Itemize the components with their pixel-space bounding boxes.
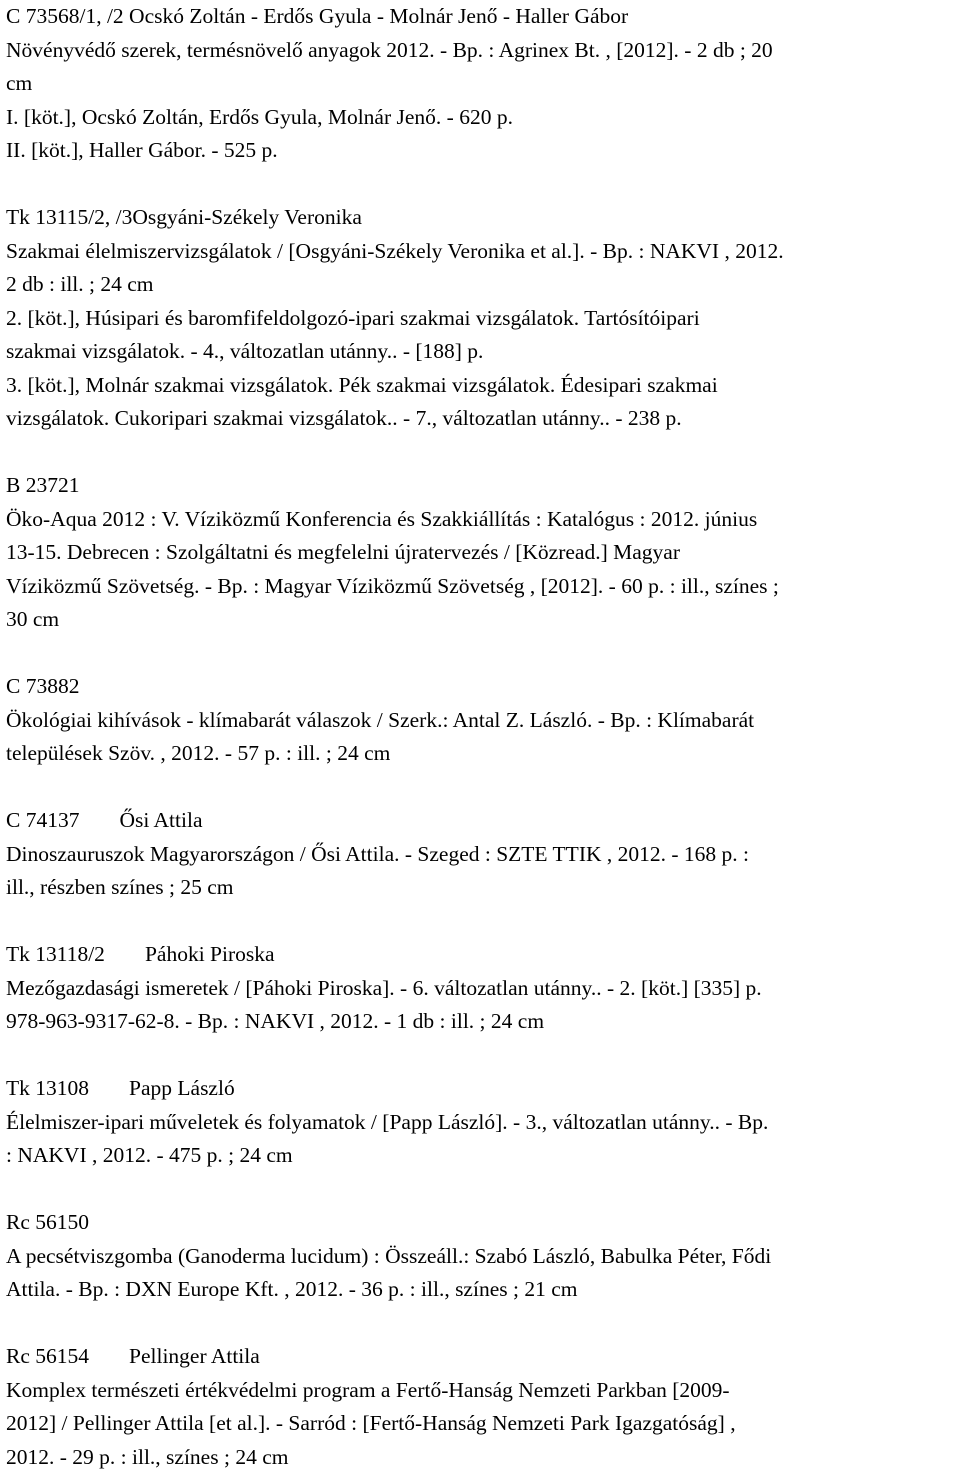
entry-text-line: A pecsétviszgomba (Ganoderma lucidum) : Összeáll.: Szabó László, Babulka Péter, Fődi — [6, 1240, 956, 1274]
call-number: C 74137 — [6, 804, 79, 838]
entry-header — [6, 1072, 956, 1106]
entry-text-line: Öko-Aqua 2012 : V. Víziközmű Konferencia és Szakkiállítás : Katalógus : 2012. június — [6, 503, 956, 537]
entry-divider — [6, 1039, 956, 1073]
entry-text-line: Növényvédő szerek, termésnövelő anyagok 2012. - Bp. : Agrinex Bt. , [2012]. - 2 db ; 20 — [6, 34, 956, 68]
entry-text-line: 2. [köt.], Húsipari és baromfifeldolgozó-ipari szakmai vizsgálatok. Tartósítóipari — [6, 302, 956, 336]
entry-divider — [6, 168, 956, 202]
catalog-entry — [6, 804, 956, 905]
entry-text-line: Mezőgazdasági ismeretek / [Páhoki Piroska]. - 6. változatlan utánny.. - 2. [köt.] [335] p. — [6, 972, 956, 1006]
entry-text-line: Élelmiszer-ipari műveletek és folyamatok / [Papp László]. - 3., változatlan utánny.. - Bp. — [6, 1106, 956, 1140]
catalog-page — [6, 0, 956, 1474]
catalog-entry — [6, 469, 956, 637]
entry-divider — [6, 905, 956, 939]
entry-text-line: : NAKVI , 2012. - 475 p. ; 24 cm — [6, 1139, 956, 1173]
entry-header: C 73568/1, /2 Ocskó Zoltán - Erdős Gyula - Molnár Jenő - Haller Gábor — [6, 0, 956, 34]
entry-text-line: ill., részben színes ; 25 cm — [6, 871, 956, 905]
catalog-entry — [6, 1340, 956, 1474]
call-number: Tk 13108 — [6, 1072, 89, 1106]
catalog-entry — [6, 670, 956, 771]
catalog-entry — [6, 201, 956, 436]
entry-text-line: 30 cm — [6, 603, 956, 637]
entry-text-line: 13-15. Debrecen : Szolgáltatni és megfelelni újratervezés / [Közread.] Magyar — [6, 536, 956, 570]
entry-divider — [6, 637, 956, 671]
author-name: Papp László — [129, 1072, 235, 1106]
entry-divider — [6, 771, 956, 805]
catalog-entry — [6, 1072, 956, 1173]
entry-header — [6, 670, 956, 704]
entry-text-line: II. [köt.], Haller Gábor. - 525 p. — [6, 134, 956, 168]
entry-header — [6, 469, 956, 503]
entry-text-line: 978-963-9317-62-8. - Bp. : NAKVI , 2012. - 1 db : ill. ; 24 cm — [6, 1005, 956, 1039]
entry-header: Tk 13115/2, /3Osgyáni-Székely Veronika — [6, 201, 956, 235]
call-number: Tk 13118/2 — [6, 938, 105, 972]
call-number: Rc 56154 — [6, 1340, 89, 1374]
entry-divider — [6, 1173, 956, 1207]
author-name: Pellinger Attila — [129, 1340, 260, 1374]
entry-text-line: Víziközmű Szövetség. - Bp. : Magyar Víziközmű Szövetség , [2012]. - 60 p. : ill., színes ; — [6, 570, 956, 604]
entry-header — [6, 1206, 956, 1240]
call-number: B 23721 — [6, 469, 79, 503]
call-number: Rc 56150 — [6, 1206, 89, 1240]
author-name: Páhoki Piroska — [145, 938, 275, 972]
entry-text-line: cm — [6, 67, 956, 101]
entry-text-line: 2 db : ill. ; 24 cm — [6, 268, 956, 302]
entry-text-line: 2012. - 29 p. : ill., színes ; 24 cm — [6, 1441, 956, 1474]
entry-text-line: Komplex természeti értékvédelmi program a Fertő-Hanság Nemzeti Parkban [2009- — [6, 1374, 956, 1408]
entry-header — [6, 938, 956, 972]
entry-text-line: vizsgálatok. Cukoripari szakmai vizsgálatok.. - 7., változatlan utánny.. - 238 p. — [6, 402, 956, 436]
entry-header — [6, 1340, 956, 1374]
entry-text-line: Szakmai élelmiszervizsgálatok / [Osgyáni-Székely Veronika et al.]. - Bp. : NAKVI , 2012. — [6, 235, 956, 269]
entry-text-line: Attila. - Bp. : DXN Europe Kft. , 2012. - 36 p. : ill., színes ; 21 cm — [6, 1273, 956, 1307]
author-name: Ősi Attila — [119, 804, 202, 838]
entry-divider — [6, 436, 956, 470]
catalog-entry — [6, 1206, 956, 1307]
entry-text-line: Ökológiai kihívások - klímabarát válaszok / Szerk.: Antal Z. László. - Bp. : Klímabarát — [6, 704, 956, 738]
entry-text-line: szakmai vizsgálatok. - 4., változatlan utánny.. - [188] p. — [6, 335, 956, 369]
entry-text-line: települések Szöv. , 2012. - 57 p. : ill. ; 24 cm — [6, 737, 956, 771]
entry-text-line: Dinoszauruszok Magyarországon / Ősi Attila. - Szeged : SZTE TTIK , 2012. - 168 p. : — [6, 838, 956, 872]
catalog-entry — [6, 938, 956, 1039]
entry-divider — [6, 1307, 956, 1341]
entry-header — [6, 804, 956, 838]
entry-text-line: 3. [köt.], Molnár szakmai vizsgálatok. Pék szakmai vizsgálatok. Édesipari szakmai — [6, 369, 956, 403]
entry-text-line: I. [köt.], Ocskó Zoltán, Erdős Gyula, Molnár Jenő. - 620 p. — [6, 101, 956, 135]
catalog-entry — [6, 0, 956, 168]
entry-text-line: 2012] / Pellinger Attila [et al.]. - Sarród : [Fertő-Hanság Nemzeti Park Igazgatóság] , — [6, 1407, 956, 1441]
call-number: C 73882 — [6, 670, 79, 704]
